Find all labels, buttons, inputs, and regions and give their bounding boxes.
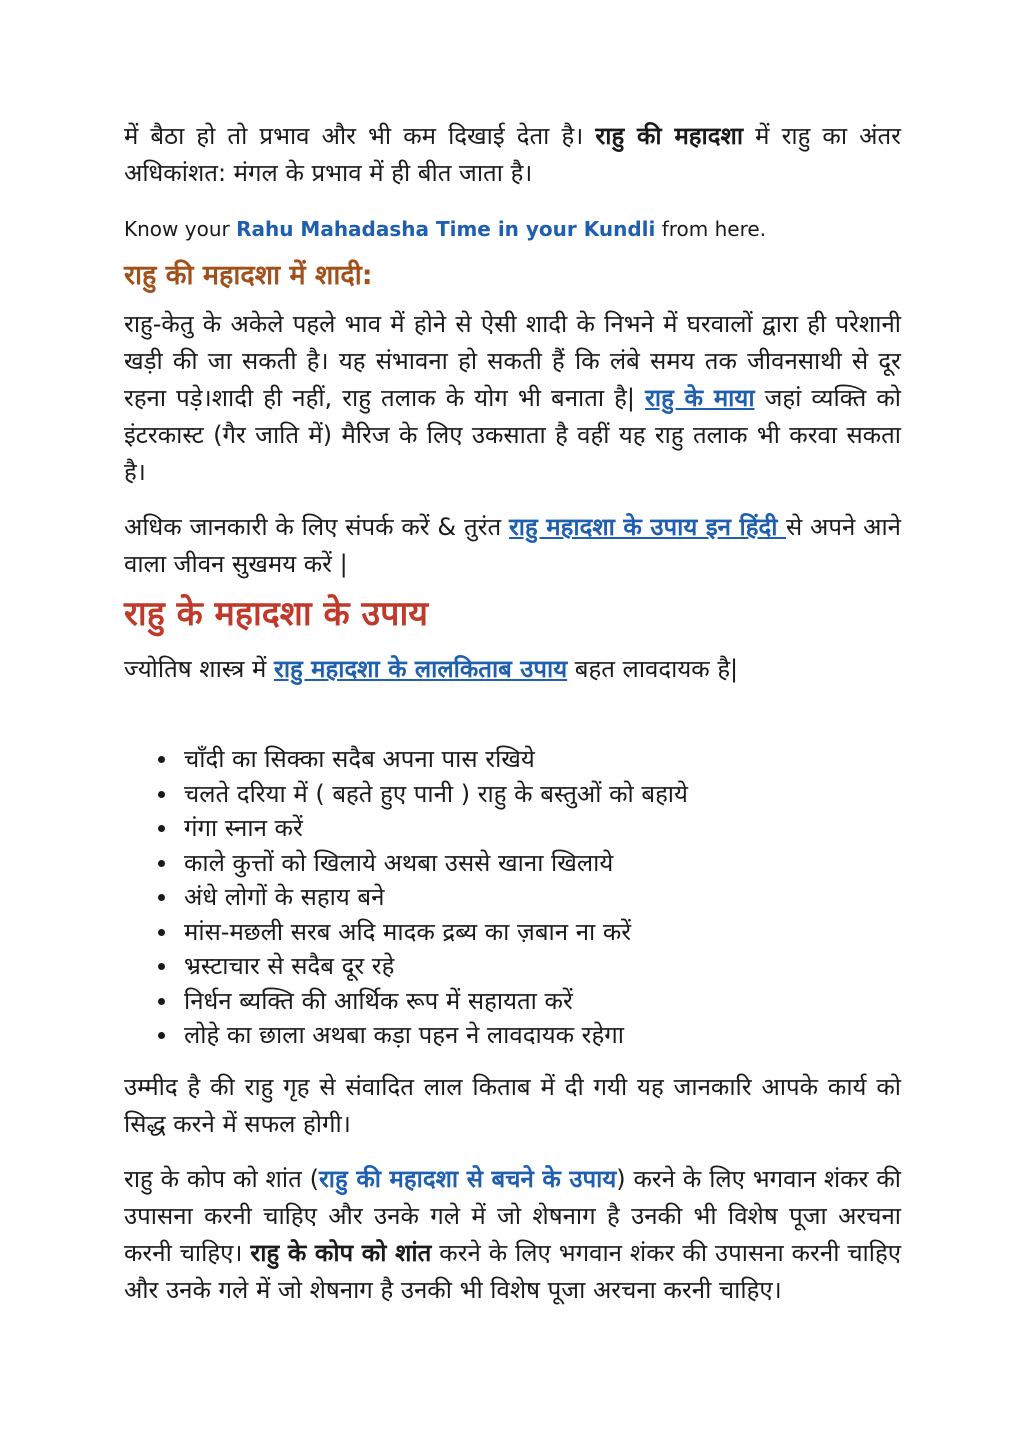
kundli-line: Know your Rahu Mahadasha Time in your Kundli from here. [124,217,767,241]
bullet-icon [158,860,165,867]
lalkitab-link[interactable]: राहु महादशा के लालकिताब उपाय [274,655,568,683]
list-item: काले कुत्तों को खिलाये अथबा उससे खाना खिलाये [158,846,901,881]
contact-paragraph: अधिक जानकारी के लिए संपर्क करें & तुरंत राहु महादशा के उपाय इन हिंदी से अपने आने वाला जीवन सुखमय करें | [124,513,901,578]
bullet-icon [158,791,165,798]
remedies-list [124,742,901,1053]
bullet-icon [158,998,165,1005]
remedies-hindi-link[interactable]: राहु महादशा के उपाय इन हिंदी [508,513,786,541]
marriage-paragraph: राहु-केतु के अकेले पहले भाव में होने से ऐसी शादी के निभने में घरवालों द्वारा ही परेशानी खड़ी की जा सकती है। यह संभावना हो सकती हैं कि लंबे समय तक जीवनसाथी से दूर रहना पड़े।शादी ही नहीं, राहु तलाक के योग भी बनाता है| राहु के माया जहां व्यक्ति को इंटरकास्ट (गैर जाति में) मैरिज के लिए उकसाता है वहीं यह राहु तलाक भी करवा सकता है। [124,310,901,486]
list-item: भ्रस्टाचार से सदैब दूर रहे [158,949,901,984]
hope-paragraph: उम्मीद है की राहु गृह से संवादित लाल किताब में दी गयी यह जानकारि आपके कार्य को सिद्ध करने में सफल होगी। [124,1072,901,1138]
bullet-icon [158,1032,165,1039]
bullet-icon [158,963,165,970]
bullet-icon [158,756,165,763]
intro-bold-text: राहु की महादशा [595,122,744,150]
rahu-maya-link[interactable]: राहु के माया [645,384,755,412]
closing-paragraph: राहु के कोप को शांत (राहु की महादशा से बचने के उपाय) करने के लिए भगवान शंकर की उपासना करनी चाहिए और उनके गले में जो शेषनाग है उनकी भी विशेष पूजा अरचना करनी चाहिए। राहु के कोप को शांत करने के लिए भगवान शंकर की उपासना करनी चाहिए और उनके गले में जो शेषनाग है उनकी भी विशेष पूजा अरचना करनी चाहिए। [124,1164,902,1304]
closing-bold-text: राहु के कोप को शांत [250,1238,432,1267]
list-item: चाँदी का सिक्का सदैब अपना पास रखिये [158,742,901,777]
list-item: चलते दरिया में ( बहते हुए पानी ) राहु के बस्तुओं को बहाये [158,777,901,812]
list-item: लोहे का छाला अथबा कड़ा पहन ने लावदायक रहेगा [158,1018,901,1053]
kundli-link[interactable]: Rahu Mahadasha Time in your Kundli [236,217,656,241]
remedies-heading: राहु के महादशा के उपाय [124,594,428,634]
marriage-heading: राहु की महादशा में शादी: [124,260,373,291]
list-item: निर्धन ब्यक्ति की आर्थिक रूप में सहायता करें [158,984,901,1019]
list-item: अंधे लोगों के सहाय बने [158,880,901,915]
remedies-intro: ज्योतिष शास्त्र में राहु महादशा के लालकिताब उपाय बहत लावदायक है| [124,655,739,683]
bullet-icon [158,929,165,936]
list-item: गंगा स्नान करें [158,811,901,846]
intro-paragraph: में बैठा हो तो प्रभाव और भी कम दिखाई देता है। राहु की महादशा में राहु का अंतर अधिकांशत: मंगल के प्रभाव में ही बीत जाता है। [124,122,901,187]
bullet-icon [158,894,165,901]
list-item: मांस-मछली सरब अदि मादक द्रब्य का ज़बान ना करें [158,915,901,950]
bullet-icon [158,825,165,832]
avoid-mahadasha-link[interactable]: राहु की महादशा से बचने के उपाय [318,1164,617,1193]
